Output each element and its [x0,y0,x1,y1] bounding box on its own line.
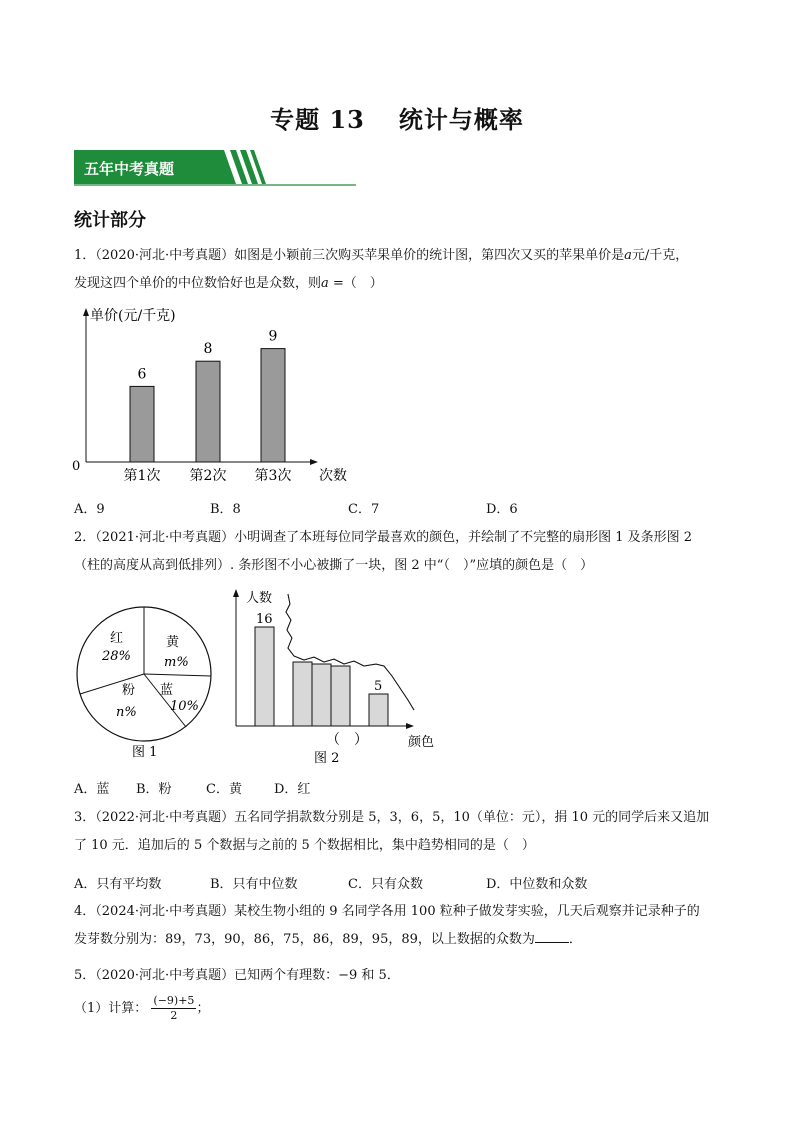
q4-line2: 发芽数分别为：89，73，90，86，75，86，89，95，89，以上数据的众数为 [74,932,535,947]
bar-1 [130,386,154,462]
q2-bar-caption: 图 2 [314,751,340,766]
q2-bar-chart [226,586,442,770]
title-part1: 专题 13 [270,105,365,134]
q1-option-b: B．8 [210,502,241,517]
q4-line1: 4．（2024·河北·中考真题）某校生物小组的 9 名同学各用 100 粒种子做发芽实验，几天后观察并记录种子的 [74,904,700,919]
pie-value-yellow: m% [164,655,189,670]
pie-caption: 图 1 [132,745,158,760]
bar-value-label-3: 9 [268,328,278,345]
q1-line2-tail: =（ ） [328,276,383,291]
pie-value-blue: 10% [170,699,199,714]
q2-line1: 2．（2021·河北·中考真题）小明调查了本班每位同学最喜欢的颜色，并绘制了不完整的扇形图 1 及条形图 2 [74,530,693,545]
question-3-text [74,804,734,860]
q1-bar-chart [70,304,360,486]
bar-value-label-1: 6 [137,366,147,383]
pie-label-blue: 蓝 [160,683,174,698]
q2-y-axis-arrow [233,589,239,597]
q5-frac-num: (−9)+5 [153,994,195,1007]
q2-x-axis-arrow [406,723,414,729]
q1-option-d: D．6 [486,502,518,517]
q5-sub1 [74,994,726,1023]
q4-answer-blank[interactable] [535,930,569,943]
q2-option-b: B．粉 [136,782,172,797]
banner-label: 五年中考真题 [84,160,175,178]
q5-sub1-label: （1）计算： [74,1001,148,1016]
q5-sub1-tail: ； [196,1001,210,1016]
origin-label: 0 [72,459,81,474]
q3-option-d: D．中位数和众数 [486,877,588,892]
x-axis-arrow [310,459,318,465]
q2-bar-5 [369,694,388,726]
section-title: 统计部分 [74,210,146,231]
q2-x-label: 颜色 [408,735,435,750]
bar-2 [196,361,220,462]
pie-label-red: 红 [110,631,124,646]
q1-line2: 发现这四个单价的中位数恰好也是众数，则 [74,276,322,291]
page-title [0,100,794,135]
q2-option-c: C．黄 [206,782,242,797]
pie-label-pink: 粉 [122,683,136,698]
q2-bar-1-label: 16 [256,612,273,627]
q2-y-label: 人数 [246,591,273,606]
question-4-text [74,898,734,954]
y-axis-label: 单价(元/千克) [90,308,176,324]
q1-var-a-2: a [321,276,329,291]
q2-option-d: D．红 [274,782,311,797]
q1-line1-tail: 元/千克， [631,248,689,263]
q2-bar-4 [331,666,350,726]
x-axis-label: 次数 [319,468,347,484]
q2-pie-chart [74,594,214,764]
q2-bar-2 [293,662,312,726]
title-part2: 统计与概率 [398,105,524,134]
q1-option-c: C．7 [348,502,380,517]
y-axis-arrow [83,308,89,316]
pie-label-yellow: 黄 [166,635,180,650]
q2-bar-5-label: 5 [374,679,383,694]
q2-option-a: A．蓝 [74,782,110,797]
q5-frac-den: 2 [170,1009,178,1022]
q1-line1: 1．（2020·河北·中考真题）如图是小颖前三次购买苹果单价的统计图，第四次又买的苹果单价是 [74,248,625,263]
q1-option-a: A．9 [74,502,105,517]
q3-line1: 3．（2022·河北·中考真题）五名同学捐款数分别是 5，3，6，5，10（单位：元），捐 10 元的同学后来又追加 [74,810,710,825]
question-2-text [74,524,734,580]
q2-blank-label: （ ） [326,732,368,748]
q5-fraction [151,994,196,1023]
q3-line2: 了 10 元．追加后的 5 个数据与之前的 5 个数据相比，集中趋势相同的是（ ） [74,838,535,853]
category-label-3: 第3次 [254,468,292,484]
q5-line1: 5．（2020·河北·中考真题）已知两个有理数：−9 和 5． [74,968,400,983]
q2-bar-3 [312,664,331,726]
q3-option-c: C．只有众数 [348,877,423,892]
question-5-text [74,962,726,990]
q1-var-a: a [624,248,632,263]
bar-value-label-2: 8 [203,341,213,358]
pie-value-pink: n% [116,705,137,720]
q2-bar-1 [255,627,274,726]
q3-option-b: B．只有中位数 [210,877,298,892]
q2-line2: （柱的高度从高到低排列）. 条形图不小心被撕了一块，图 2 中“（ ）”应填的颜色是（ ） [74,558,594,573]
category-label-2: 第2次 [189,468,227,484]
pie-value-red: 28% [102,649,131,664]
q3-option-a: A．只有平均数 [74,877,162,892]
category-label-1: 第1次 [123,468,161,484]
q4-line2-tail: ． [568,932,582,947]
question-1-text [74,242,726,298]
bar-3 [261,349,285,462]
